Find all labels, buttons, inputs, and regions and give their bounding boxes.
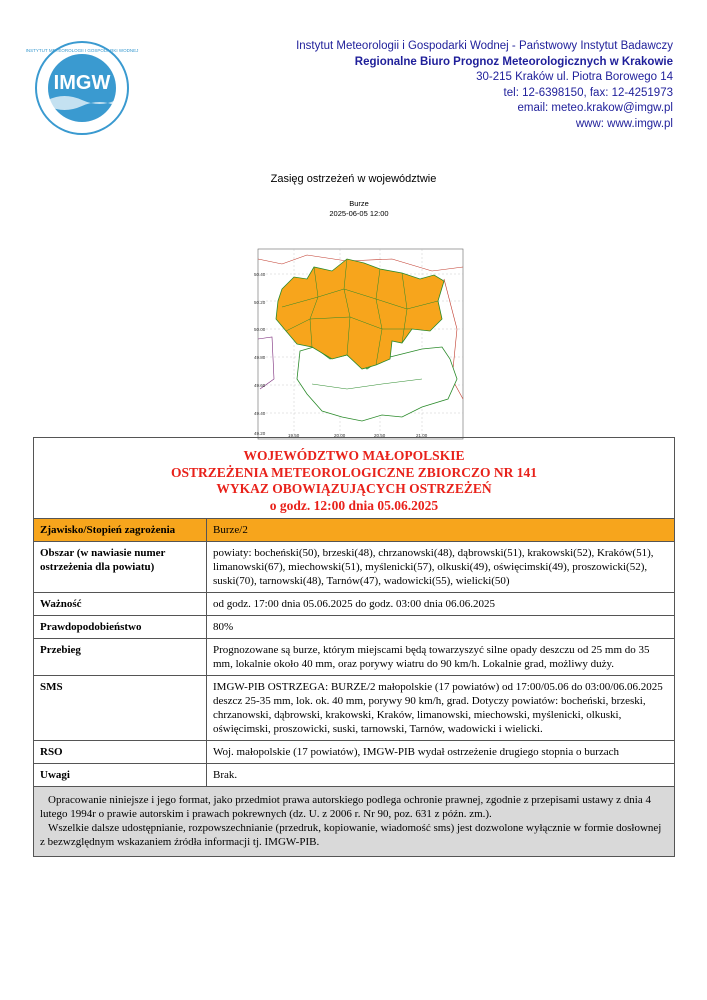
row-value: Woj. małopolskie (17 powiatów), IMGW-PIB wydał ostrzeżenie drugiego stopnia o burzach [213,746,620,758]
lat-label: 50.40 [254,272,266,277]
warning-map [252,199,466,441]
address: 30-215 Kraków ul. Piotra Borowego 14 [476,71,673,83]
phone-fax: tel: 12-6398150, fax: 12-4251973 [503,86,673,99]
lat-label: 50.00 [254,327,266,332]
title-time: o godz. 12:00 dnia 05.06.2025 [269,497,439,513]
row-value: od godz. 17:00 dnia 05.06.2025 do godz. 03:00 dnia 06.06.2025 [213,598,496,610]
institution-name: Instytut Meteorologii i Gospodarki Wodnej - Państwowy Instytut Badawczy [296,40,673,52]
lon-label: 20.50 [374,433,386,438]
lon-label: 20.00 [334,433,346,438]
row-key: Przebieg [34,639,207,675]
title-region: WOJEWÓDZTWO MAŁOPOLSKIE [243,448,465,463]
row-key: Obszar (w nawiasie numer ostrzeżenia dla powiatu) [34,542,207,592]
lat-label: 49.20 [254,431,266,436]
map-datetime: 2025-06-05 12:00 [329,209,389,218]
row-key: Uwagi [34,764,207,786]
table-row-notes [34,764,674,787]
table-row-validity [34,593,674,616]
table-row-phenomenon [34,519,674,542]
row-key: RSO [34,741,207,763]
table-row-area [34,542,674,593]
map-svg [252,219,466,441]
lat-label: 49.60 [254,383,266,388]
lat-label: 49.80 [254,355,266,360]
lat-label: 50.20 [254,300,266,305]
row-key: Ważność [34,593,207,615]
lat-label: 49.40 [254,411,266,416]
map-phenomenon: Burze [349,199,369,208]
table-row-course [34,639,674,676]
row-value: Prognozowane są burze, którym miejscami będą towarzyszyć silne opady deszczu od 25 mm do 35 mm, lokalnie około 40 mm, oraz porywy wiatru do 90 km/h. Lokalnie grad, możliwy duży. [213,644,650,670]
lon-label: 19.50 [288,433,300,438]
warning-title [34,438,674,519]
row-value: Burze/2 [213,524,248,536]
email[interactable]: email: meteo.krakow@imgw.pl [517,102,673,114]
website[interactable]: www: www.imgw.pl [575,117,673,130]
map-heading: Zasięg ostrzeżeń w województwie [270,173,437,185]
logo-ring-text: INSTYTUT METEOROLOGII I GOSPODARKI WODNEJ [25,48,139,53]
logo-text: IMGW [53,72,111,94]
row-key: SMS [34,676,207,740]
title-list: WYKAZ OBOWIĄZUJĄCYCH OSTRZEŻEŃ [216,481,492,496]
table-row-sms [34,676,674,741]
table-row-rso [34,741,674,764]
title-warnings: OSTRZEŻENIA METEOROLOGICZNE ZBIORCZO NR 141 [170,464,538,480]
imgw-logo [25,40,139,136]
warning-table [33,437,675,857]
bureau-name: Regionalne Biuro Prognoz Meteorologicznych w Krakowie [354,55,673,68]
distribution-paragraph: Wszelkie dalsze udostępnianie, rozpowszechnianie (przedruk, kopiowanie, wiadomość sms) jest dozwolone wyłącznie w formie dosłownej z bezwzględnym wskazaniem źródła informacji tj. IMGW-PIB. [40,822,662,848]
copyright-paragraph: Opracowanie niniejsze i jego format, jako przedmiot prawa autorskiego podlega ochronie prawnej, zgodnie z przepisami ustawy z dnia 4 lutego 1994r o prawie autorskim i prawach pokrewnych (dz. U. z 2006 r. Nr 90, poz. 631 z późn. zm.). [40,794,651,820]
institution-header [296,39,673,132]
row-value: IMGW-PIB OSTRZEGA: BURZE/2 małopolskie (17 powiatów) od 17:00/05.06 do 03:00/06.06.2025 deszcz 25-35 mm, lok. ok. 40 mm, porywy 90 km/h, grad. Dotyczy powiatów: bocheński, brzeski, chrzanowski, dąbrowski, krakowski, Kraków, limanowski, miechowski, myślenicki, olkuski, oświęcimski, proszowicki, suski, tarnowski, Tarnów, wadowicki i wielicki. [213,681,663,735]
lon-label: 21.00 [416,433,428,438]
row-value: powiaty: bocheński(50), brzeski(48), chrzanowski(48), dąbrowski(51), krakowski(52), Kraków(51), limanowski(67), miechowski(51), myślenicki(57), olkuski(49), oświęcimski(49), proszowicki(52), suski(70), tarnowski(48), Tarnów(47), wadowicki(55), wielicki(50) [213,547,654,587]
copyright-footer [34,787,674,856]
row-value: Brak. [213,769,238,781]
row-key: Prawdopodobieństwo [34,616,207,638]
row-value: 80% [213,621,234,633]
row-key: Zjawisko/Stopień zagrożenia [34,519,207,541]
table-row-probability [34,616,674,639]
